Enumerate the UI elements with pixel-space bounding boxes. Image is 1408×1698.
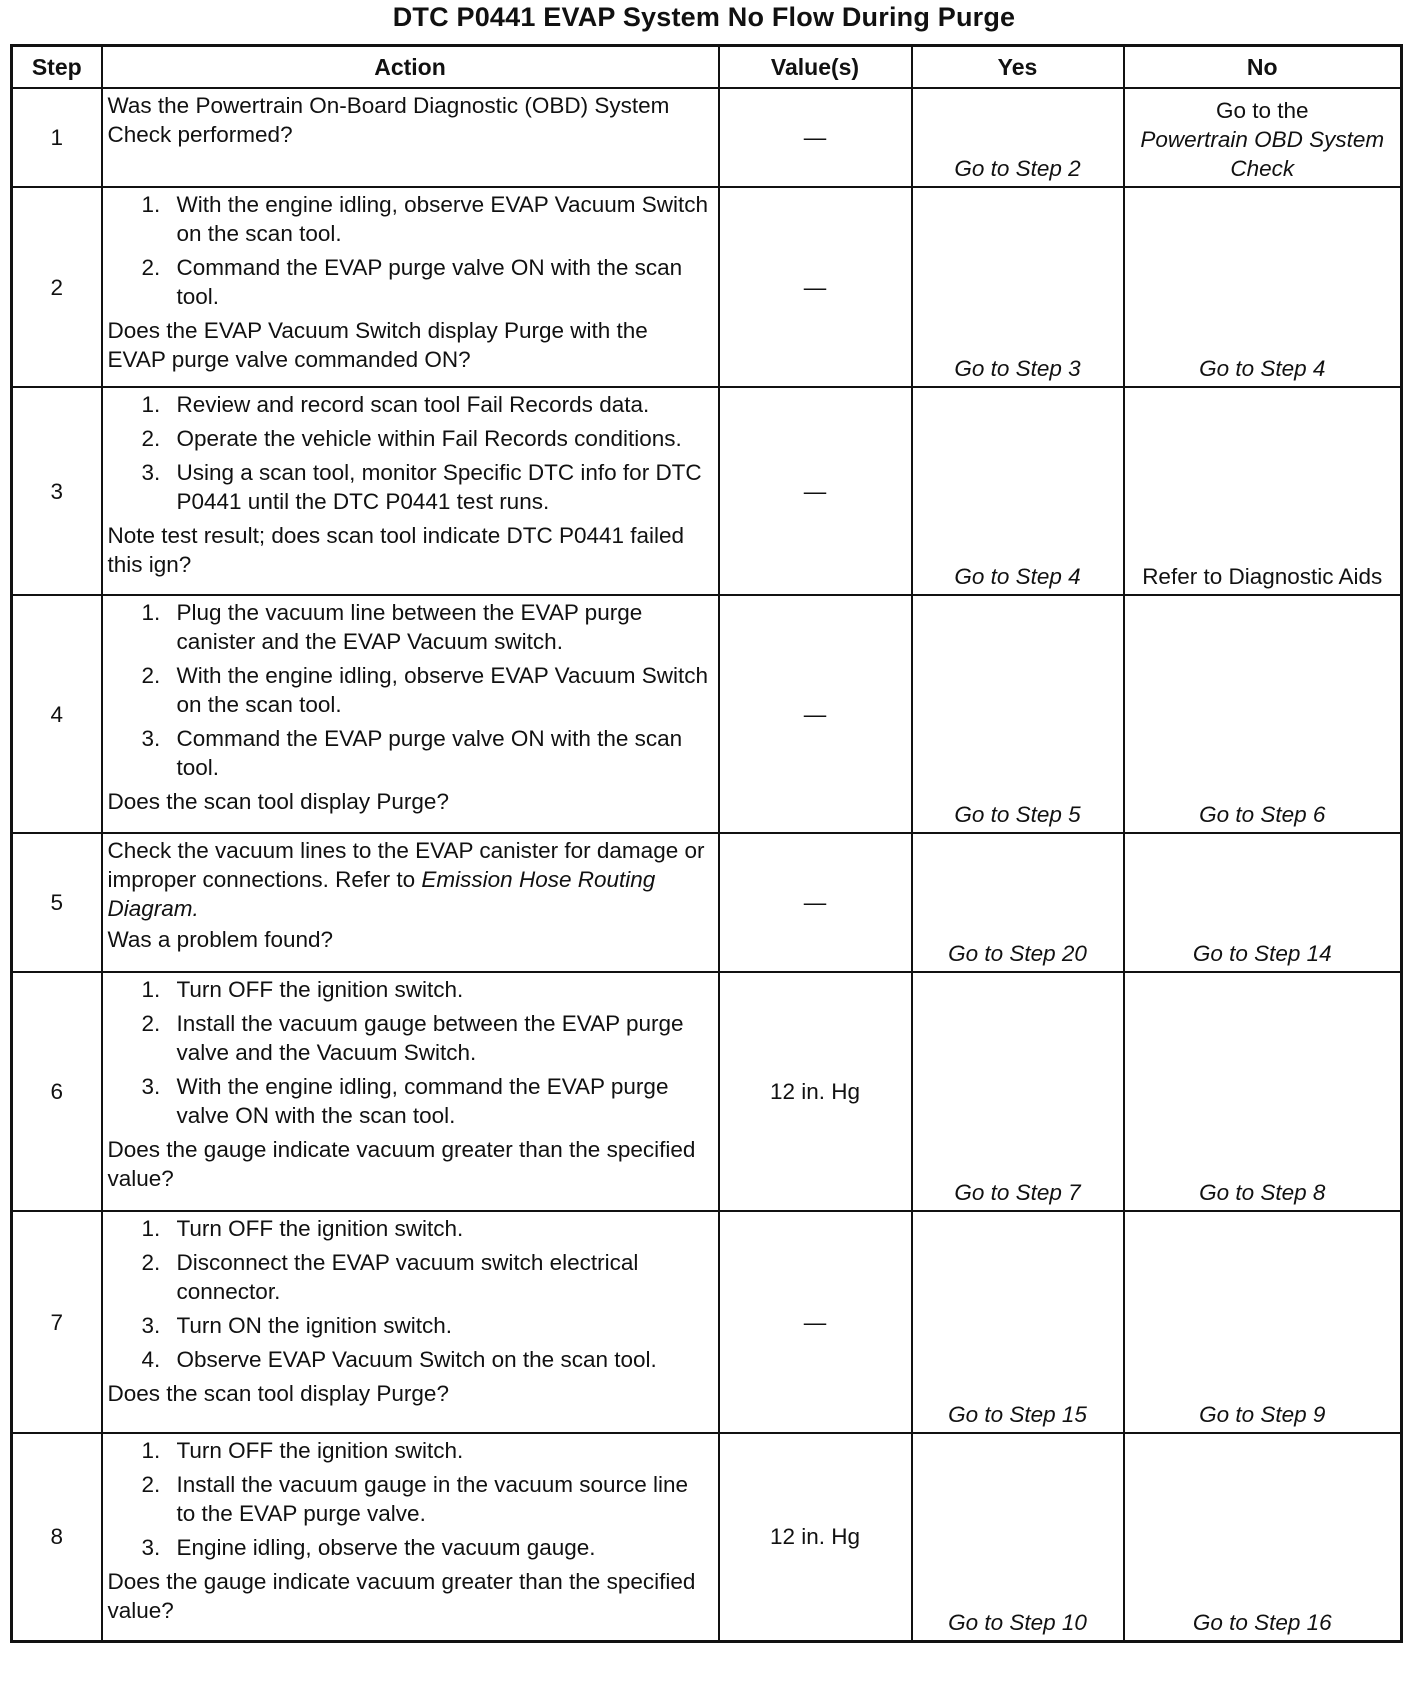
action-cell [102, 1211, 719, 1433]
substep: 2. With the engine idling, observe EVAP Vacuum Switch on the scan tool. [141, 663, 709, 717]
substep: 3. Turn ON the ignition switch. [141, 1313, 453, 1338]
action-question: Does the scan tool display Purge? [107, 1381, 449, 1406]
substep-list [108, 598, 712, 782]
substep: 1. Plug the vacuum line between the EVAP purge canister and the EVAP Vacuum switch. [141, 600, 643, 654]
action-cell [102, 88, 719, 187]
substep: 3. Command the EVAP purge valve ON with the scan tool. [141, 726, 683, 780]
table-row [12, 187, 1402, 387]
substep-list [108, 1214, 712, 1374]
diagnostic-table [10, 44, 1403, 1643]
substep-list [108, 190, 712, 311]
step-number: 1 [12, 88, 102, 187]
step-number: 8 [12, 1433, 102, 1641]
header-values: Value(s) [719, 46, 912, 89]
no-cell: Go to Step 9 [1124, 1211, 1402, 1433]
value-cell: — [719, 187, 912, 387]
substep: 2. Command the EVAP purge valve ON with the scan tool. [141, 255, 683, 309]
table-row [12, 88, 1402, 187]
step-number: 3 [12, 387, 102, 595]
yes-cell: Go to Step 2 [912, 88, 1124, 187]
action-cell [102, 387, 719, 595]
substep: 1. Review and record scan tool Fail Records data. [141, 392, 650, 417]
substep: 2. Operate the vehicle within Fail Records conditions. [141, 426, 682, 451]
no-cell: Go to Step 6 [1124, 595, 1402, 833]
yes-cell: Go to Step 10 [912, 1433, 1124, 1641]
step-number: 7 [12, 1211, 102, 1433]
substep: 3. Using a scan tool, monitor Specific DTC info for DTC P0441 until the DTC P0441 test runs. [141, 460, 702, 514]
substep: 1. Turn OFF the ignition switch. [141, 977, 464, 1002]
header-action: Action [102, 46, 719, 89]
action-question: Was a problem found? [107, 927, 334, 952]
table-row [12, 1433, 1402, 1641]
substep: 2. Disconnect the EVAP vacuum switch electrical connector. [141, 1250, 639, 1304]
step-number: 4 [12, 595, 102, 833]
yes-cell: Go to Step 5 [912, 595, 1124, 833]
no-cell: Go to Step 16 [1124, 1433, 1402, 1641]
yes-cell: Go to Step 20 [912, 833, 1124, 972]
value-cell: — [719, 88, 912, 187]
no-cell: Go to Step 8 [1124, 972, 1402, 1211]
substep-list [108, 1436, 712, 1562]
yes-cell: Go to Step 3 [912, 187, 1124, 387]
yes-cell: Go to Step 7 [912, 972, 1124, 1211]
substep: 4. Observe EVAP Vacuum Switch on the scan tool. [141, 1347, 657, 1372]
step-number: 2 [12, 187, 102, 387]
action-question: Does the gauge indicate vacuum greater than the specified value? [107, 1569, 696, 1623]
value-cell: — [719, 595, 912, 833]
value-cell: — [719, 387, 912, 595]
value-cell: — [719, 833, 912, 972]
substep: 3. With the engine idling, command the EVAP purge valve ON with the scan tool. [141, 1074, 669, 1128]
yes-cell: Go to Step 4 [912, 387, 1124, 595]
step-number: 6 [12, 972, 102, 1211]
substep: 2. Install the vacuum gauge in the vacuum source line to the EVAP purge valve. [141, 1472, 689, 1526]
action-cell [102, 1433, 719, 1641]
action-instruction: Check the vacuum lines to the EVAP canister for damage or improper connections. Refer to Emission Hose Routing Diagram. [107, 838, 705, 921]
substep-list [108, 975, 712, 1130]
substep: 3. Engine idling, observe the vacuum gauge. [141, 1535, 596, 1560]
action-question: Does the scan tool display Purge? [107, 789, 449, 814]
no-cell: Go to Step 4 [1124, 187, 1402, 387]
action-cell [102, 833, 719, 972]
substep: 1. Turn OFF the ignition switch. [141, 1216, 464, 1241]
substep-list [108, 390, 712, 516]
yes-cell: Go to Step 15 [912, 1211, 1124, 1433]
action-question: Does the EVAP Vacuum Switch display Purge with the EVAP purge valve commanded ON? [107, 318, 648, 372]
page-title: DTC P0441 EVAP System No Flow During Purge [392, 2, 1016, 32]
header-yes: Yes [912, 46, 1124, 89]
substep: 1. With the engine idling, observe EVAP Vacuum Switch on the scan tool. [141, 192, 709, 246]
table-row [12, 833, 1402, 972]
action-question: Was the Powertrain On-Board Diagnostic (OBD) System Check performed? [107, 93, 670, 147]
no-prefix: Go to the [1215, 98, 1309, 123]
action-question: Does the gauge indicate vacuum greater than the specified value? [107, 1137, 696, 1191]
no-cell: Refer to Diagnostic Aids [1124, 387, 1402, 595]
step-number: 5 [12, 833, 102, 972]
no-cell: Go to Step 14 [1124, 833, 1402, 972]
header-step: Step [12, 46, 102, 89]
header-row [12, 46, 1402, 89]
table-row [12, 972, 1402, 1211]
header-no: No [1124, 46, 1402, 89]
action-cell [102, 187, 719, 387]
table-row [12, 595, 1402, 833]
action-cell [102, 595, 719, 833]
table-row [12, 1211, 1402, 1433]
action-cell [102, 972, 719, 1211]
value-cell: 12 in. Hg [719, 1433, 912, 1641]
table-row [12, 387, 1402, 595]
no-reference: Powertrain OBD System Check [1140, 127, 1385, 181]
action-question: Note test result; does scan tool indicate DTC P0441 failed this ign? [107, 523, 685, 577]
value-cell: — [719, 1211, 912, 1433]
substep: 2. Install the vacuum gauge between the EVAP purge valve and the Vacuum Switch. [141, 1011, 684, 1065]
routing-reference: Emission Hose Routing Diagram. [107, 867, 656, 921]
substep: 1. Turn OFF the ignition switch. [141, 1438, 464, 1463]
no-cell [1124, 88, 1402, 187]
value-cell: 12 in. Hg [719, 972, 912, 1211]
